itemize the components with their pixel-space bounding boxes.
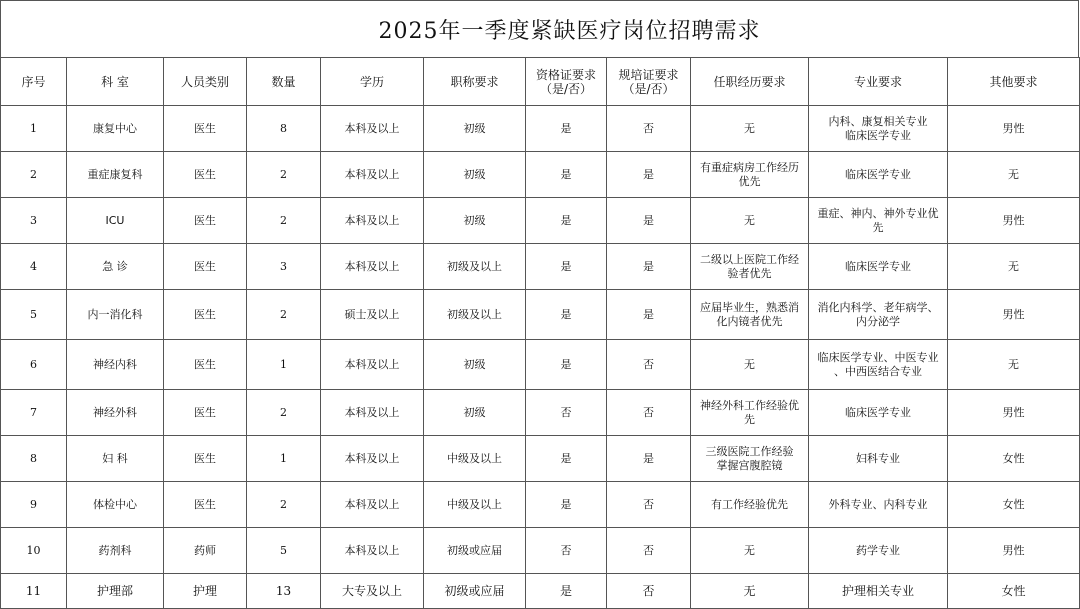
cell-major: 内科、康复相关专业 临床医学专业 — [809, 106, 948, 152]
cell-staff-type: 医生 — [164, 106, 247, 152]
table-row — [1, 436, 1080, 482]
table-row — [1, 340, 1080, 390]
cell-staff-type: 医生 — [164, 152, 247, 198]
header-row — [1, 58, 1080, 106]
cell-experience: 有重症病房工作经历 优先 — [691, 152, 809, 198]
header-quantity: 数量 — [247, 58, 321, 106]
cell-department: 药剂科 — [67, 528, 164, 574]
cell-title-req: 中级及以上 — [424, 482, 526, 528]
cell-training-cert: 是 — [607, 436, 691, 482]
cell-title-req: 初级 — [424, 152, 526, 198]
cell-department: 护理部 — [67, 574, 164, 609]
cell-qualification-cert: 是 — [526, 340, 607, 390]
cell-department: 神经内科 — [67, 340, 164, 390]
cell-major: 临床医学专业 — [809, 390, 948, 436]
table-row — [1, 244, 1080, 290]
cell-title-req: 中级及以上 — [424, 436, 526, 482]
cell-staff-type: 医生 — [164, 436, 247, 482]
cell-index: 3 — [1, 198, 67, 244]
cell-qualification-cert: 否 — [526, 528, 607, 574]
cell-qualification-cert: 否 — [526, 390, 607, 436]
cell-index: 7 — [1, 390, 67, 436]
table-row — [1, 528, 1080, 574]
cell-qualification-cert: 是 — [526, 152, 607, 198]
cell-quantity: 1 — [247, 340, 321, 390]
cell-quantity: 1 — [247, 436, 321, 482]
cell-experience: 应届毕业生，熟悉消 化内镜者优先 — [691, 290, 809, 340]
cell-quantity: 2 — [247, 390, 321, 436]
table-row — [1, 574, 1080, 609]
header-index: 序号 — [1, 58, 67, 106]
cell-qualification-cert: 是 — [526, 198, 607, 244]
cell-training-cert: 否 — [607, 482, 691, 528]
cell-staff-type: 医生 — [164, 390, 247, 436]
cell-index: 1 — [1, 106, 67, 152]
header-qualification-cert: 资格证要求 （是/否） — [526, 58, 607, 106]
cell-qualification-cert: 是 — [526, 574, 607, 609]
header-title-req: 职称要求 — [424, 58, 526, 106]
cell-major: 药学专业 — [809, 528, 948, 574]
cell-staff-type: 医生 — [164, 244, 247, 290]
cell-qualification-cert: 是 — [526, 482, 607, 528]
cell-quantity: 3 — [247, 244, 321, 290]
cell-department: ICU — [67, 198, 164, 244]
table-row — [1, 198, 1080, 244]
cell-quantity: 8 — [247, 106, 321, 152]
cell-major: 妇科专业 — [809, 436, 948, 482]
cell-staff-type: 医生 — [164, 290, 247, 340]
recruitment-table — [0, 57, 1080, 609]
cell-experience: 二级以上医院工作经 验者优先 — [691, 244, 809, 290]
cell-training-cert: 是 — [607, 244, 691, 290]
cell-index: 2 — [1, 152, 67, 198]
cell-qualification-cert: 是 — [526, 244, 607, 290]
cell-major: 外科专业、内科专业 — [809, 482, 948, 528]
table-row — [1, 482, 1080, 528]
cell-experience: 无 — [691, 106, 809, 152]
cell-experience: 神经外科工作经验优 先 — [691, 390, 809, 436]
cell-training-cert: 否 — [607, 390, 691, 436]
cell-education: 本科及以上 — [321, 390, 424, 436]
cell-other: 无 — [948, 152, 1080, 198]
cell-title-req: 初级 — [424, 390, 526, 436]
cell-title-req: 初级或应届 — [424, 528, 526, 574]
cell-staff-type: 药师 — [164, 528, 247, 574]
cell-education: 本科及以上 — [321, 482, 424, 528]
header-major: 专业要求 — [809, 58, 948, 106]
cell-index: 11 — [1, 574, 67, 609]
cell-other: 女性 — [948, 436, 1080, 482]
cell-experience: 无 — [691, 528, 809, 574]
cell-training-cert: 是 — [607, 152, 691, 198]
cell-quantity: 2 — [247, 482, 321, 528]
cell-education: 本科及以上 — [321, 106, 424, 152]
cell-other: 无 — [948, 244, 1080, 290]
cell-department: 重症康复科 — [67, 152, 164, 198]
header-department: 科 室 — [67, 58, 164, 106]
cell-major: 重症、神内、神外专业优 先 — [809, 198, 948, 244]
cell-index: 8 — [1, 436, 67, 482]
cell-major: 护理相关专业 — [809, 574, 948, 609]
cell-quantity: 2 — [247, 198, 321, 244]
cell-experience: 三级医院工作经验 掌握宫腹腔镜 — [691, 436, 809, 482]
header-staff-type: 人员类别 — [164, 58, 247, 106]
table-body — [1, 106, 1080, 609]
cell-staff-type: 医生 — [164, 340, 247, 390]
cell-major: 消化内科学、老年病学、 内分泌学 — [809, 290, 948, 340]
cell-index: 5 — [1, 290, 67, 340]
cell-staff-type: 医生 — [164, 482, 247, 528]
cell-qualification-cert: 是 — [526, 290, 607, 340]
cell-department: 体检中心 — [67, 482, 164, 528]
cell-qualification-cert: 是 — [526, 436, 607, 482]
cell-other: 男性 — [948, 106, 1080, 152]
cell-title-req: 初级 — [424, 106, 526, 152]
cell-education: 本科及以上 — [321, 244, 424, 290]
table-row — [1, 152, 1080, 198]
cell-department: 内一消化科 — [67, 290, 164, 340]
cell-title-req: 初级 — [424, 340, 526, 390]
cell-experience: 无 — [691, 198, 809, 244]
cell-experience: 无 — [691, 574, 809, 609]
cell-other: 男性 — [948, 390, 1080, 436]
cell-other: 男性 — [948, 198, 1080, 244]
header-education: 学历 — [321, 58, 424, 106]
cell-education: 硕士及以上 — [321, 290, 424, 340]
cell-major: 临床医学专业 — [809, 244, 948, 290]
cell-education: 本科及以上 — [321, 152, 424, 198]
page-title: 2025年一季度紧缺医疗岗位招聘需求 — [378, 18, 761, 44]
cell-quantity: 2 — [247, 290, 321, 340]
cell-education: 本科及以上 — [321, 198, 424, 244]
cell-department: 神经外科 — [67, 390, 164, 436]
cell-experience: 无 — [691, 340, 809, 390]
cell-title-req: 初级或应届 — [424, 574, 526, 609]
cell-department: 康复中心 — [67, 106, 164, 152]
cell-training-cert: 否 — [607, 528, 691, 574]
cell-index: 9 — [1, 482, 67, 528]
cell-other: 男性 — [948, 528, 1080, 574]
cell-education: 本科及以上 — [321, 436, 424, 482]
header-other: 其他要求 — [948, 58, 1080, 106]
cell-staff-type: 护理 — [164, 574, 247, 609]
cell-staff-type: 医生 — [164, 198, 247, 244]
cell-department: 急 诊 — [67, 244, 164, 290]
cell-quantity: 13 — [247, 574, 321, 609]
table-row — [1, 106, 1080, 152]
cell-other: 无 — [948, 340, 1080, 390]
header-experience: 任职经历要求 — [691, 58, 809, 106]
cell-training-cert: 是 — [607, 290, 691, 340]
cell-other: 女性 — [948, 482, 1080, 528]
cell-department: 妇 科 — [67, 436, 164, 482]
cell-quantity: 5 — [247, 528, 321, 574]
cell-other: 男性 — [948, 290, 1080, 340]
cell-major: 临床医学专业、中医专业 、中西医结合专业 — [809, 340, 948, 390]
cell-major: 临床医学专业 — [809, 152, 948, 198]
cell-title-req: 初级及以上 — [424, 244, 526, 290]
cell-quantity: 2 — [247, 152, 321, 198]
table-row — [1, 390, 1080, 436]
cell-qualification-cert: 是 — [526, 106, 607, 152]
cell-education: 本科及以上 — [321, 340, 424, 390]
cell-education: 本科及以上 — [321, 528, 424, 574]
cell-experience: 有工作经验优先 — [691, 482, 809, 528]
cell-training-cert: 是 — [607, 198, 691, 244]
cell-index: 6 — [1, 340, 67, 390]
cell-title-req: 初级 — [424, 198, 526, 244]
cell-title-req: 初级及以上 — [424, 290, 526, 340]
cell-other: 女性 — [948, 574, 1080, 609]
title-row — [0, 0, 1079, 57]
cell-education: 大专及以上 — [321, 574, 424, 609]
table-row — [1, 290, 1080, 340]
cell-training-cert: 否 — [607, 106, 691, 152]
cell-index: 4 — [1, 244, 67, 290]
header-training-cert: 规培证要求 （是/否） — [607, 58, 691, 106]
cell-training-cert: 否 — [607, 574, 691, 609]
cell-training-cert: 否 — [607, 340, 691, 390]
cell-index: 10 — [1, 528, 67, 574]
